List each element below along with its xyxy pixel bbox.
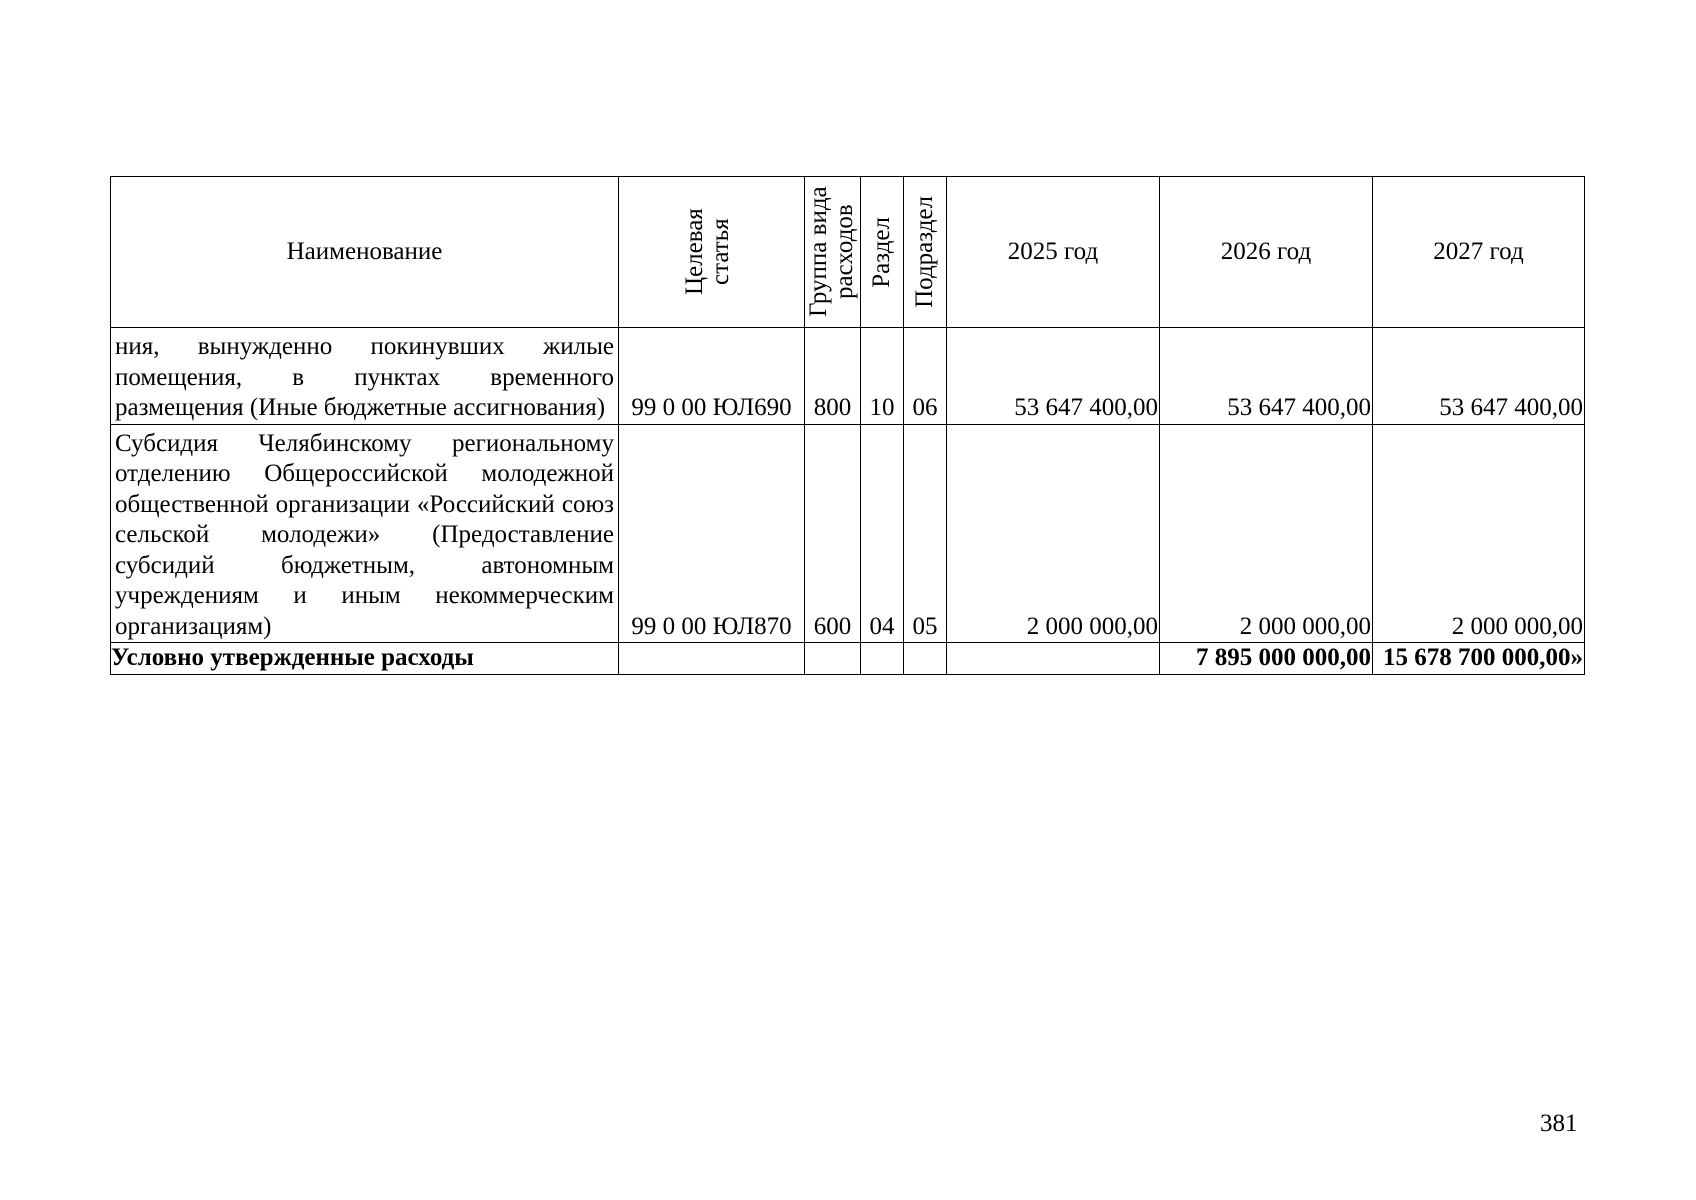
header-target-label: Целевая статья — [680, 208, 734, 296]
row-group: 800 — [805, 328, 861, 425]
total-row — [111, 643, 1585, 675]
header-2027-label: 2027 год — [1433, 237, 1524, 265]
row-2027: 2 000 000,00 — [1373, 424, 1585, 643]
row-target: 99 0 00 ЮЛ870 — [619, 424, 805, 643]
table-row — [111, 424, 1585, 643]
row-name: Субсидия Челябинскому региональному отделению Общероссийской молодежной общественной организации «Российский союз сельской молодежи» (Предоставление субсидий бюджетным, автономным учреждениям и иным некоммерческим организациям) — [111, 424, 619, 643]
header-name-label: Наименование — [286, 237, 443, 265]
row-section: 10 — [861, 328, 904, 425]
header-section-label: Раздел — [868, 216, 895, 288]
row-subsection: 05 — [904, 424, 947, 643]
total-section-empty — [861, 643, 904, 675]
header-section — [861, 177, 904, 328]
row-2026: 53 647 400,00 — [1160, 328, 1373, 425]
row-name: ния, вынужденно покинувших жилые помещения, в пунктах временного размещения (Иные бюджетные ассигнования) — [111, 328, 619, 425]
total-subsection-empty — [904, 643, 947, 675]
header-2027 — [1373, 177, 1585, 328]
total-2026: 7 895 000 000,00 — [1160, 643, 1373, 675]
row-2026: 2 000 000,00 — [1160, 424, 1373, 643]
header-target — [619, 177, 805, 328]
row-2025: 2 000 000,00 — [947, 424, 1160, 643]
header-group-label: Группа вида расходов — [804, 186, 858, 318]
header-row — [111, 177, 1585, 328]
total-target-empty — [619, 643, 805, 675]
page-number: 381 — [1540, 1110, 1578, 1137]
row-2025: 53 647 400,00 — [947, 328, 1160, 425]
row-subsection: 06 — [904, 328, 947, 425]
budget-table — [110, 176, 1585, 675]
header-group — [805, 177, 861, 328]
row-target: 99 0 00 ЮЛ690 — [619, 328, 805, 425]
header-2026-label: 2026 год — [1220, 237, 1312, 265]
table-row — [111, 328, 1585, 425]
header-subsection-label: Подраздел — [911, 196, 938, 308]
row-section: 04 — [861, 424, 904, 643]
row-2027: 53 647 400,00 — [1373, 328, 1585, 425]
total-name: Условно утвержденные расходы — [111, 643, 619, 675]
total-group-empty — [805, 643, 861, 675]
header-name — [111, 177, 619, 328]
header-2025 — [947, 177, 1160, 328]
header-subsection — [904, 177, 947, 328]
row-group: 600 — [805, 424, 861, 643]
total-2025-empty — [947, 643, 1160, 675]
header-2025-label: 2025 год — [1007, 237, 1099, 265]
header-2026 — [1160, 177, 1373, 328]
total-2027: 15 678 700 000,00» — [1373, 643, 1585, 675]
